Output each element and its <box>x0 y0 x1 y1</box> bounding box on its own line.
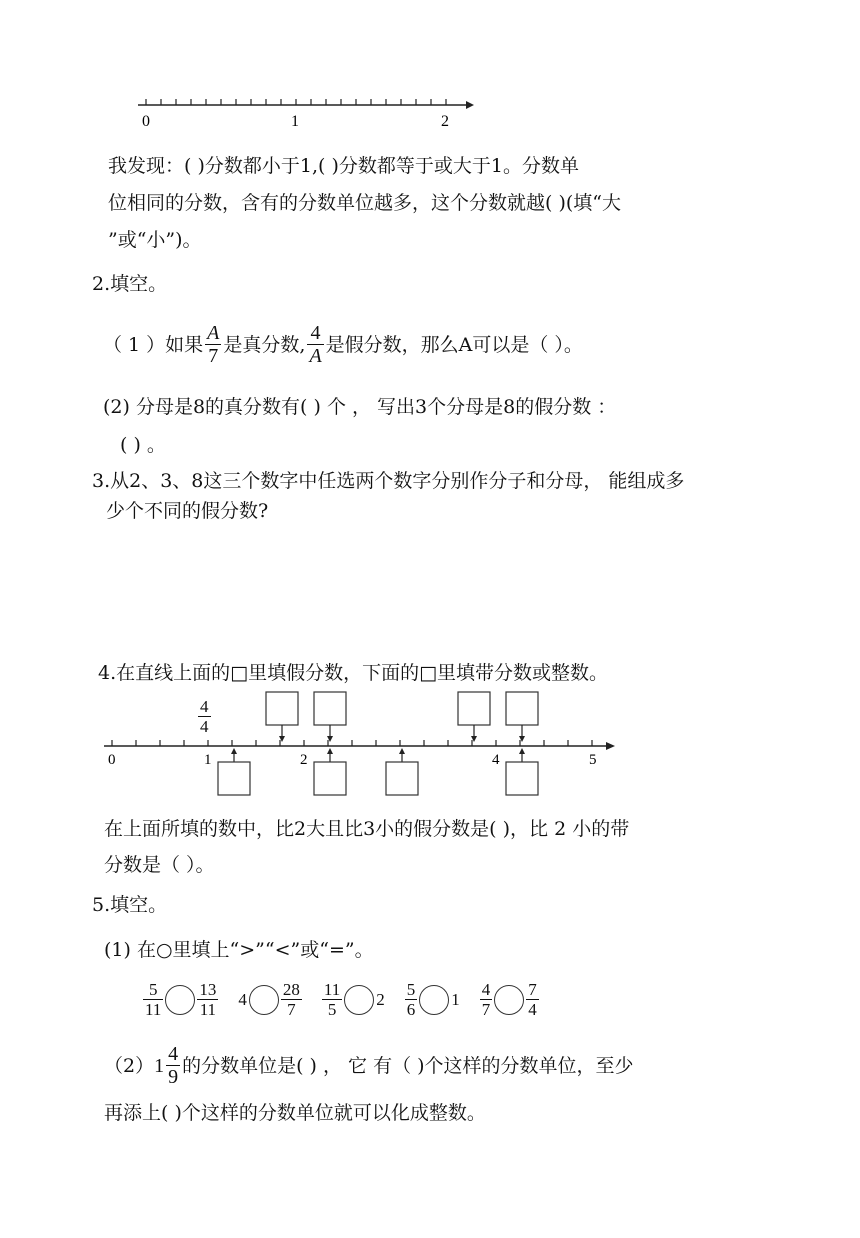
compare-circle-1[interactable] <box>165 985 195 1015</box>
fraction-denominator: 4 <box>528 1000 537 1019</box>
fraction <box>281 980 302 1019</box>
fraction-denominator: 9 <box>168 1066 179 1088</box>
answer-box-upper-2 <box>314 692 346 725</box>
fraction-numerator: 11 <box>323 980 341 999</box>
answer-box-lower-2 <box>314 762 346 795</box>
fraction-numerator: 4 <box>307 322 323 345</box>
answer-box-lower-4 <box>506 762 538 795</box>
fraction <box>166 1043 180 1088</box>
fraction-denominator: 7 <box>481 1000 491 1019</box>
discover-line-3: ”或“小”)。 <box>108 229 202 251</box>
answer-box-lower-3 <box>386 762 418 795</box>
q2-part2-line-1: (2) 分母是8的真分数有( ) 个 ， 写出3个分母是8的假分数 ： <box>103 396 617 418</box>
discover-line-1: 我发现：( )分数都小于1,( )分数都等于或大于1。分数单 <box>108 155 579 177</box>
tick-label-1: 1 <box>291 113 299 130</box>
fraction-a-over-7 <box>205 322 221 367</box>
discover-line-2: 位相同的分数，含有的分数单位越多，这个分数就越( )(填“大 <box>108 192 621 214</box>
arrow-up-icon <box>399 748 405 754</box>
q2-title: 2.填空。 <box>92 273 168 295</box>
q5-part2-line-1 <box>104 1043 634 1088</box>
q5-part2-prefix: （2） <box>104 1054 155 1077</box>
q5-title: 5.填空。 <box>92 894 168 916</box>
whole-number: 2 <box>376 989 385 1009</box>
fraction-numerator: 4 <box>200 697 209 716</box>
q4-tick-5: 5 <box>589 752 597 768</box>
fraction-denominator: 4 <box>200 717 209 736</box>
q4-tick-0: 0 <box>108 752 116 768</box>
q2-part1 <box>103 322 583 367</box>
fraction-numerator: 4 <box>168 1043 179 1065</box>
q5-part2-line-2: 再添上( )个这样的分数单位就可以化成整数。 <box>104 1102 486 1124</box>
mixed-whole: 1 <box>154 1054 165 1077</box>
fraction-denominator: 6 <box>406 1000 416 1019</box>
fraction <box>405 980 418 1019</box>
fraction <box>480 980 493 1019</box>
q4-after-line-2: 分数是（ ）。 <box>104 854 215 876</box>
comparison-4 <box>405 980 460 1019</box>
q2-part1-prefix: （ 1 ）如果 <box>103 333 204 356</box>
q5-part2-text: 的分数单位是( ) ， 它 有（ )个这样的分数单位，至少 <box>182 1054 634 1077</box>
fraction-4-over-a <box>307 322 323 367</box>
answer-box-upper-1 <box>266 692 298 725</box>
answer-box-lower-1 <box>218 762 250 795</box>
number-line-top <box>130 92 480 132</box>
q4-tick-1: 1 <box>204 752 212 768</box>
fraction-denominator: 11 <box>199 1000 217 1019</box>
q5-part1: (1) 在○里填上“>”“<”或“=”。 <box>104 939 374 961</box>
fraction <box>197 980 218 1019</box>
tick-label-2: 2 <box>441 113 449 130</box>
fraction <box>143 980 163 1019</box>
q4-tick-2: 2 <box>300 752 308 768</box>
comparison-row <box>143 980 559 1019</box>
comparison-2 <box>238 980 302 1019</box>
tick-label-0: 0 <box>142 113 150 130</box>
compare-circle-2[interactable] <box>249 985 279 1015</box>
fraction-numerator: 4 <box>481 980 491 999</box>
q3-line-2: 少个不同的假分数? <box>106 500 269 522</box>
arrow-up-icon <box>327 748 333 754</box>
arrow-up-icon <box>231 748 237 754</box>
comparison-1 <box>143 980 218 1019</box>
fraction-numerator: 5 <box>406 980 416 999</box>
q4-title: 4.在直线上面的□里填假分数，下面的□里填带分数或整数。 <box>98 662 609 684</box>
q4-after-line-1: 在上面所填的数中，比2大且比3小的假分数是( )，比 2 小的带 <box>104 818 630 840</box>
answer-box-upper-4 <box>506 692 538 725</box>
fraction-denominator: 5 <box>327 1000 337 1019</box>
fraction <box>526 980 539 1019</box>
fraction-numerator: 5 <box>143 980 163 1000</box>
fraction-denominator: 11 <box>145 1000 162 1019</box>
arrow-up-icon <box>519 748 525 754</box>
number-line-q4 <box>100 688 625 800</box>
q4-tick-4: 4 <box>492 752 500 768</box>
compare-circle-4[interactable] <box>419 985 449 1015</box>
fraction-numerator: A <box>207 322 220 344</box>
fraction-denominator: 7 <box>287 1000 296 1019</box>
q2-part1-mid: 是真分数, <box>223 333 306 356</box>
fraction-denominator: A <box>309 345 322 367</box>
whole-number: 4 <box>238 989 247 1009</box>
answer-box-upper-3 <box>458 692 490 725</box>
q2-part1-suffix: 是假分数，那么A可以是（ ）。 <box>325 333 583 356</box>
whole-number: 1 <box>451 989 460 1009</box>
q2-part2-line-2: ( ) 。 <box>120 434 166 456</box>
compare-circle-3[interactable] <box>344 985 374 1015</box>
mixed-number <box>154 1043 182 1088</box>
comparison-3 <box>322 980 385 1019</box>
fraction-numerator: 7 <box>528 980 537 999</box>
q3-line-1: 3.从2、3、8这三个数字中任选两个数字分别作分子和分母， 能组成多 <box>92 470 685 492</box>
fraction-numerator: 13 <box>199 980 217 999</box>
fraction-denominator: 7 <box>208 345 219 367</box>
fraction <box>322 980 342 1019</box>
compare-circle-5[interactable] <box>494 985 524 1015</box>
fraction-numerator: 28 <box>282 980 300 999</box>
comparison-5 <box>480 980 539 1019</box>
